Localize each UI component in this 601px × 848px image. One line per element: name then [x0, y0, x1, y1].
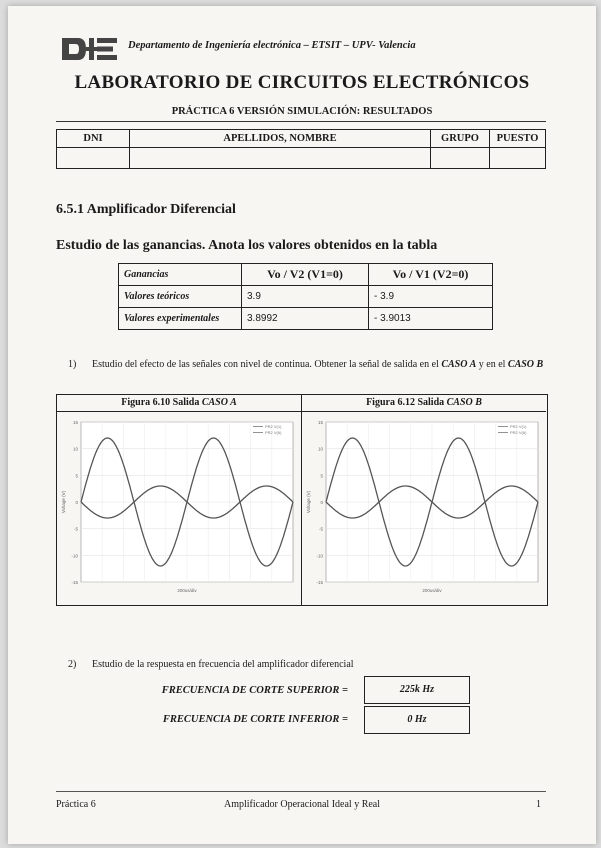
item-number: 2)	[68, 659, 77, 670]
figure-caption: Figura 6.10 Salida CASO A	[57, 395, 301, 412]
y-tick-label: -15	[316, 580, 323, 585]
item-text: Estudio del efecto de las señales con nivel de continua. Obtener la señal de salida en el CASO A y en el CASO B	[92, 359, 544, 370]
plot-caso-a	[57, 412, 301, 604]
footer-left: Práctica 6	[56, 799, 96, 810]
table-row	[119, 286, 493, 308]
value-cell: 3.9	[242, 286, 369, 308]
col2-header: Vo / V1 (V2=0)	[369, 264, 493, 286]
department-line: Departamento de Ingeniería electrónica – ETSIT – UPV- Valencia	[128, 40, 416, 51]
y-tick-label: 10	[317, 446, 323, 452]
item-2	[68, 659, 354, 670]
die-logo	[60, 34, 120, 64]
y-tick-label: 15	[72, 420, 78, 425]
y-tick-label: 10	[72, 446, 78, 452]
y-axis-label: Voltage (V)	[306, 490, 311, 514]
lower-cutoff-value[interactable]: 0 Hz	[364, 706, 470, 734]
upper-cutoff-value[interactable]: 225k Hz	[364, 676, 470, 704]
y-tick-label: 0	[320, 500, 323, 505]
x-axis-label: 200us/div	[177, 588, 197, 593]
seat-cell[interactable]	[490, 148, 546, 169]
page-subtitle: PRÁCTICA 6 VERSIÓN SIMULACIÓN: RESULTADOS	[171, 106, 433, 117]
y-tick-label: -10	[316, 553, 323, 559]
dni-cell[interactable]	[57, 148, 130, 169]
value-cell: - 3.9013	[369, 308, 493, 330]
row-label: Valores experimentales	[119, 308, 242, 330]
y-tick-label: -5	[318, 526, 323, 532]
name-header: APELLIDOS, NOMBRE	[130, 130, 431, 148]
item-1	[68, 358, 546, 371]
figure-caso-a	[57, 395, 302, 605]
legend-entry: PR2 V(1)	[510, 424, 527, 429]
row-label: Valores teóricos	[119, 286, 242, 308]
y-tick-label: 5	[320, 473, 323, 479]
value-cell: 3.8992	[242, 308, 369, 330]
value-cell: - 3.9	[369, 286, 493, 308]
figures-table	[56, 394, 548, 606]
section-heading: 6.5.1 Amplificador Diferencial	[56, 202, 236, 217]
footer-center: Amplificador Operacional Ideal y Real	[223, 799, 381, 810]
page-number: 1	[536, 799, 541, 810]
document-page	[8, 6, 596, 844]
item-number: 1)	[68, 359, 77, 370]
legend-entry: PR2 V(1)	[265, 424, 282, 429]
subtitle-rule	[56, 121, 546, 122]
seat-header: PUESTO	[490, 130, 546, 148]
plot-caso-b	[302, 412, 546, 604]
col1-header: Vo / V2 (V1=0)	[242, 264, 369, 286]
name-cell[interactable]	[130, 148, 431, 169]
study-heading: Estudio de las ganancias. Anota los valores obtenidos en la tabla	[56, 238, 438, 253]
dni-header: DNI	[57, 130, 130, 148]
y-tick-label: -5	[73, 526, 78, 532]
item-text: Estudio de la respuesta en frecuencia del amplificador diferencial	[92, 659, 354, 670]
student-id-table	[56, 129, 546, 169]
group-cell[interactable]	[431, 148, 490, 169]
lower-cutoff-label: FRECUENCIA DE CORTE INFERIOR =	[162, 714, 348, 725]
table-row	[119, 308, 493, 330]
y-axis-label: Voltage (V)	[61, 490, 66, 514]
legend-entry: PR2 V(6)	[265, 430, 282, 435]
y-tick-label: 5	[75, 473, 78, 479]
y-tick-label: -10	[71, 553, 78, 559]
legend-entry: PR2 V(6)	[510, 430, 527, 435]
upper-cutoff-label: FRECUENCIA DE CORTE SUPERIOR =	[161, 685, 348, 696]
group-header: GRUPO	[431, 130, 490, 148]
figure-caption: Figura 6.12 Salida CASO B	[302, 395, 546, 412]
footer-rule	[56, 791, 546, 792]
x-axis-label: 200us/div	[422, 588, 442, 593]
y-tick-label: 0	[75, 500, 78, 505]
figure-caso-b	[302, 395, 546, 605]
page-title: LABORATORIO DE CIRCUITOS ELECTRÓNICOS	[74, 72, 530, 93]
gains-table	[118, 263, 493, 330]
y-tick-label: -15	[71, 580, 78, 585]
gains-header: Ganancias	[119, 264, 242, 286]
y-tick-label: 15	[317, 420, 323, 425]
